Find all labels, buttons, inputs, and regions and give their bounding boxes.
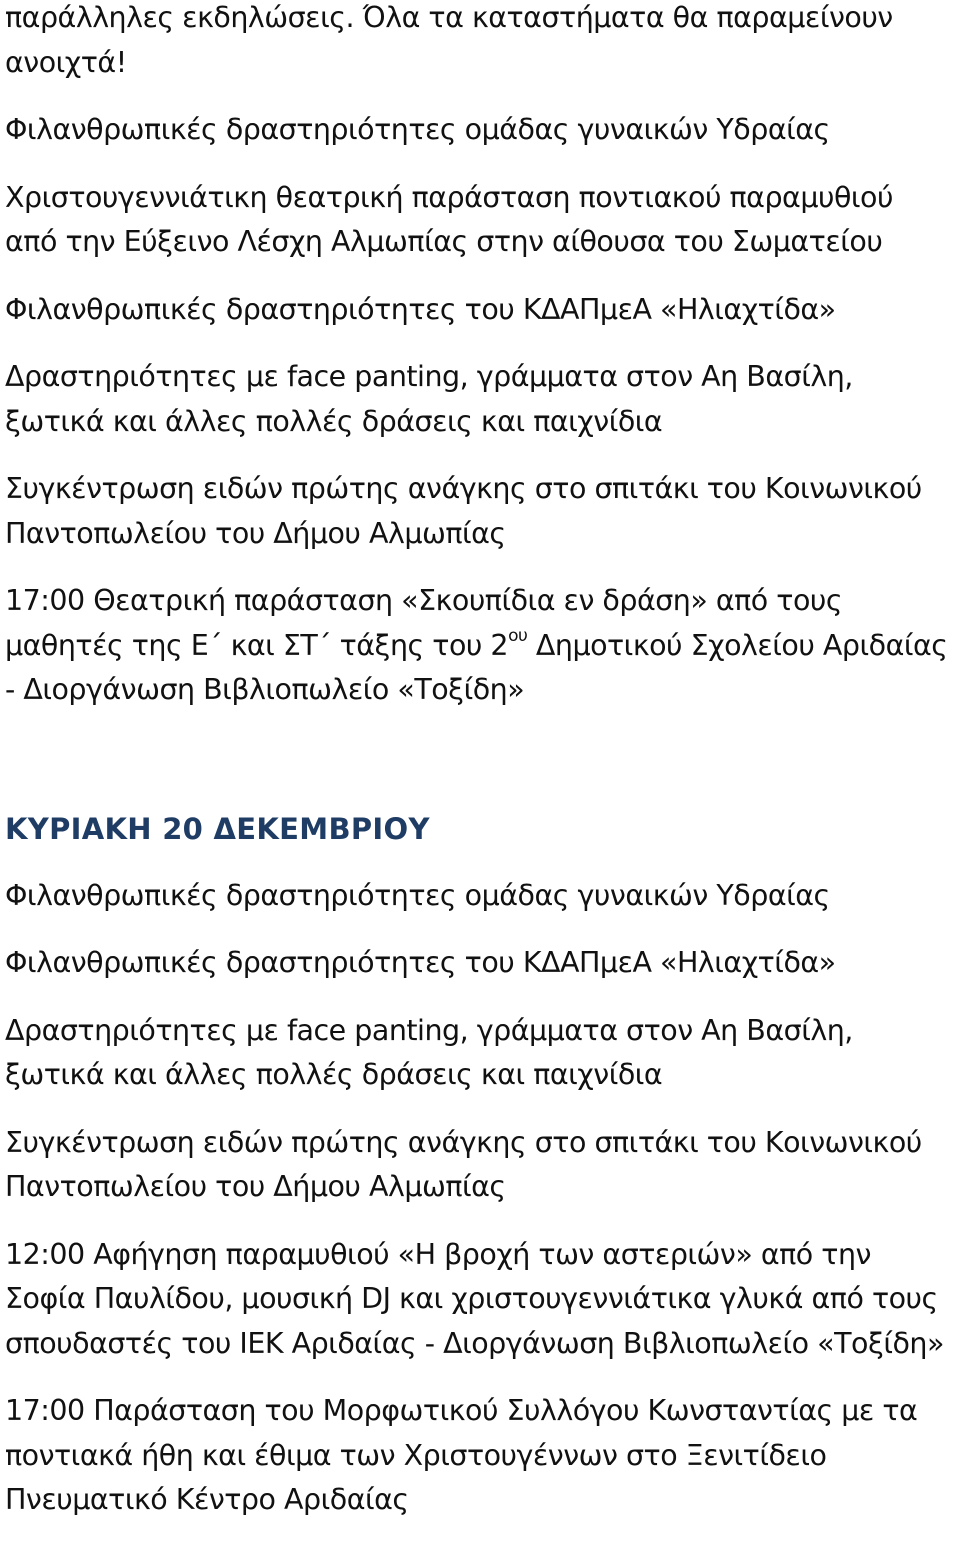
activity-line: ξωτικά και άλλες πολλές δράσεις και παιχνίδια — [5, 1058, 663, 1091]
activity-item — [5, 355, 960, 444]
theater-line-2-text: μαθητές της Ε΄ και ΣΤ΄ τάξης του 2 — [5, 628, 509, 662]
activity-item — [5, 1121, 960, 1210]
activity-line: Παντοπωλείου του Δήμου Αλμωπίας — [5, 516, 506, 550]
activity-item — [5, 108, 960, 153]
activity-item — [5, 288, 960, 333]
activity-line: Χριστουγεννιάτικη θεατρική παράσταση ποντιακού παραμυθιού — [5, 180, 893, 214]
activity-item — [5, 1009, 960, 1098]
theater-line-1: 17:00 Θεατρική παράσταση «Σκουπίδια εν δράση» από τους — [5, 584, 843, 617]
activity-line: Δραστηριότητες με face panting, γράμματα στον Αη Βασίλη, — [5, 1013, 853, 1047]
activity-line: Φιλανθρωπικές δραστηριότητες του ΚΔΑΠμεΑ «Ηλιαχτίδα» — [5, 292, 836, 326]
activity-item — [5, 1233, 960, 1367]
activity-line: Φιλανθρωπικές δραστηριότητες ομάδας γυναικών Υδραίας — [5, 878, 830, 912]
activity-line: 17:00 Παράσταση του Μορφωτικού Συλλόγου Κωνσταντίας με τα — [5, 1394, 918, 1427]
document-page — [5, 0, 960, 1546]
intro-line-1: παράλληλες εκδηλώσεις. Όλα τα καταστήματα θα παραμείνουν — [5, 1, 893, 34]
theater-item — [5, 579, 960, 713]
intro-paragraph — [5, 0, 960, 85]
intro-line-2: ανοιχτά! — [5, 45, 127, 79]
ordinal-superscript: ου — [508, 625, 528, 646]
activity-line: Φιλανθρωπικές δραστηριότητες ομάδας γυναικών Υδραίας — [5, 113, 830, 146]
activity-line: Σοφία Παυλίδου, μουσική DJ και χριστουγεννιάτικα γλυκά από τους — [5, 1282, 938, 1315]
section-heading-sunday: ΚΥΡΙΑΚΗ 20 ΔΕΚΕΜΒΡΙΟΥ — [5, 811, 430, 846]
activity-item — [5, 467, 960, 556]
activity-item — [5, 176, 960, 265]
theater-line-2 — [5, 624, 960, 669]
activity-line: 12:00 Αφήγηση παραμυθιού «Η βροχή των αστεριών» από την — [5, 1237, 871, 1271]
activity-line: Συγκέντρωση ειδών πρώτης ανάγκης στο σπιτάκι του Κοινωνικού — [5, 472, 922, 505]
activity-item — [5, 874, 960, 919]
activity-line: Παντοπωλείου του Δήμου Αλμωπίας — [5, 1170, 506, 1203]
theater-line-2-rest: Δημοτικού Σχολείου Αριδαίας — [527, 628, 948, 662]
activity-line: Δραστηριότητες με face panting, γράμματα στον Αη Βασίλη, — [5, 360, 853, 393]
activity-line: από την Εύξεινο Λέσχη Αλμωπίας στην αίθουσα του Σωματείου — [5, 225, 883, 258]
activity-line: Φιλανθρωπικές δραστηριότητες του ΚΔΑΠμεΑ «Ηλιαχτίδα» — [5, 946, 836, 979]
activity-line: ξωτικά και άλλες πολλές δράσεις και παιχνίδια — [5, 404, 663, 438]
activity-item — [5, 941, 960, 986]
activity-line: Πνευματικό Κέντρο Αριδαίας — [5, 1483, 409, 1516]
activity-line: σπουδαστές του ΙΕΚ Αριδαίας - Διοργάνωση Βιβλιοπωλείο «Τοξίδη» — [5, 1326, 944, 1360]
theater-line-3: - Διοργάνωση Βιβλιοπωλείο «Τοξίδη» — [5, 673, 525, 706]
activity-line: Συγκέντρωση ειδών πρώτης ανάγκης στο σπιτάκι του Κοινωνικού — [5, 1125, 922, 1159]
activity-line: ποντιακά ήθη και έθιμα των Χριστουγέννων στο Ξενιτίδειο — [5, 1438, 827, 1472]
activity-item — [5, 1389, 960, 1523]
